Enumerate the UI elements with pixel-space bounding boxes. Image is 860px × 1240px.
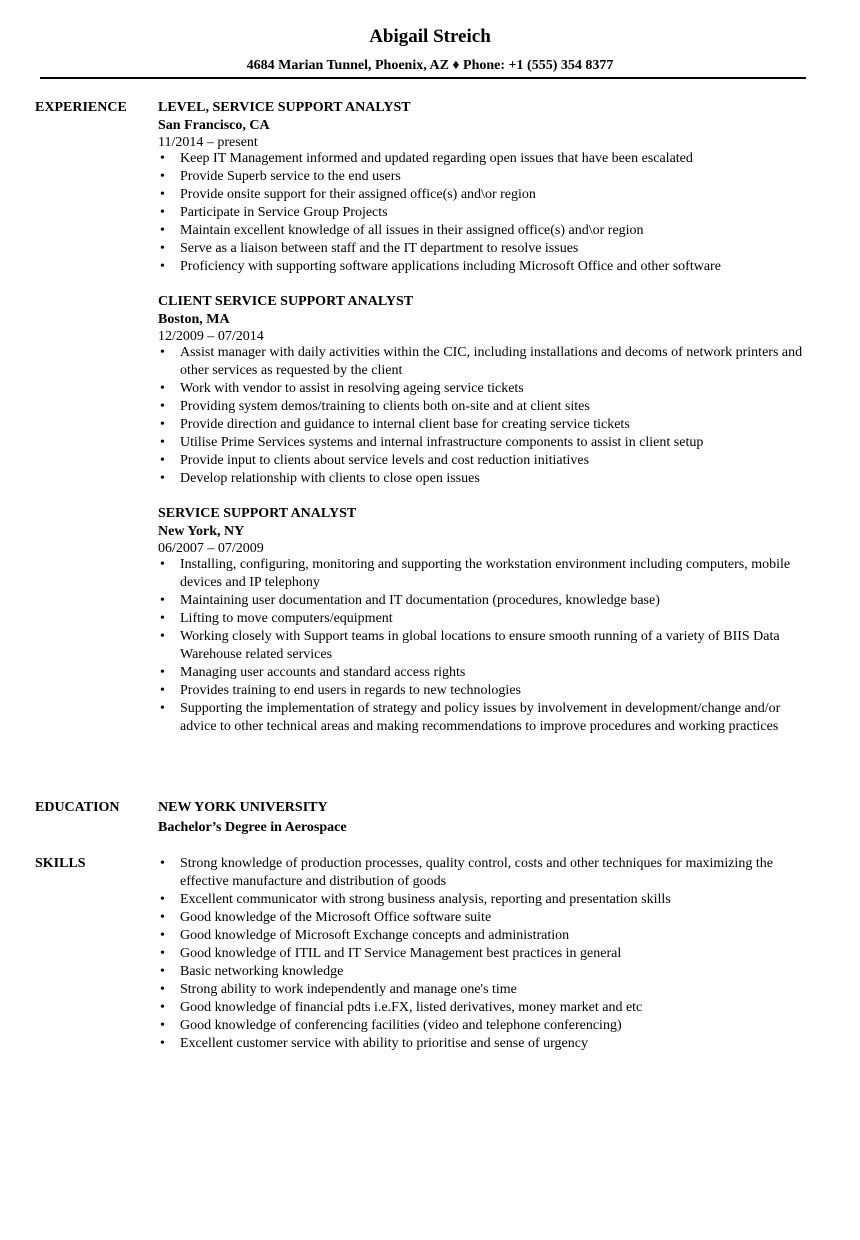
skills-bullets	[158, 855, 818, 1053]
bullet-text: Maintain excellent knowledge of all issues in their assigned office(s) and\or region	[180, 223, 644, 238]
bullet-text: Provides training to end users in regards to new technologies	[180, 683, 521, 698]
job-dates: 06/2007 – 07/2009	[158, 541, 264, 556]
list-item	[158, 222, 818, 240]
bullet-icon: •	[160, 946, 165, 961]
skills-body	[158, 855, 818, 1053]
bullet-text: Provide direction and guidance to internal client base for creating service tickets	[180, 417, 630, 432]
bullet-text: Managing user accounts and standard access rights	[180, 665, 466, 680]
list-item	[158, 258, 818, 276]
bullet-icon: •	[160, 259, 165, 274]
bullet-icon: •	[160, 399, 165, 414]
bullet-icon: •	[160, 471, 165, 486]
bullet-text: Utilise Prime Services systems and internal infrastructure components to assist in client setup	[180, 435, 704, 450]
job-entry	[158, 99, 818, 276]
job-dates: 11/2014 – present	[158, 135, 258, 150]
school-name: NEW YORK UNIVERSITY	[158, 800, 328, 815]
candidate-name: Abigail Streich	[369, 26, 491, 47]
bullet-text: Supporting the implementation of strategy and policy issues by involvement in development/change and/or advice to other technical areas and making recommendations to improve procedures and working practices	[180, 701, 781, 734]
list-item	[158, 909, 818, 927]
job-entry	[158, 505, 818, 736]
bullet-text: Excellent communicator with strong business analysis, reporting and presentation skills	[180, 892, 671, 907]
bullet-icon: •	[160, 683, 165, 698]
bullet-icon: •	[160, 453, 165, 468]
list-item	[158, 999, 818, 1017]
job-bullets	[158, 344, 818, 488]
bullet-icon: •	[160, 435, 165, 450]
bullet-icon: •	[160, 417, 165, 432]
education-body	[158, 799, 818, 837]
job-bullets	[158, 150, 818, 276]
bullet-icon: •	[160, 187, 165, 202]
list-item	[158, 168, 818, 186]
bullet-icon: •	[160, 982, 165, 997]
bullet-text: Assist manager with daily activities within the CIC, including installations and decoms of network printers and other services as requested by the client	[180, 345, 803, 378]
skills-label: SKILLS	[35, 856, 86, 871]
bullet-icon: •	[160, 169, 165, 184]
bullet-text: Basic networking knowledge	[180, 964, 344, 979]
list-item	[158, 240, 818, 258]
bullet-text: Provide onsite support for their assigned office(s) and\or region	[180, 187, 536, 202]
bullet-text: Serve as a liaison between staff and the IT department to resolve issues	[180, 241, 579, 256]
bullet-icon: •	[160, 856, 165, 871]
job-dates: 12/2009 – 07/2014	[158, 329, 264, 344]
bullet-text: Proficiency with supporting software applications including Microsoft Office and other software	[180, 259, 721, 274]
bullet-icon: •	[160, 665, 165, 680]
bullet-icon: •	[160, 1036, 165, 1051]
experience-body	[158, 99, 818, 753]
header-divider	[40, 77, 806, 79]
bullet-text: Excellent customer service with ability to prioritise and sense of urgency	[180, 1036, 588, 1051]
bullet-icon: •	[160, 892, 165, 907]
bullet-text: Strong knowledge of production processes, quality control, costs and other techniques for maximizing the effective manufacture and distribution of goods	[180, 856, 773, 889]
job-location: New York, NY	[158, 524, 245, 539]
list-item	[158, 610, 818, 628]
bullet-icon: •	[160, 381, 165, 396]
bullet-icon: •	[160, 223, 165, 238]
bullet-text: Maintaining user documentation and IT documentation (procedures, knowledge base)	[180, 593, 660, 608]
bullet-text: Working closely with Support teams in global locations to ensure smooth running of a variety of BIIS Data Warehouse related services	[180, 629, 780, 662]
bullet-icon: •	[160, 1018, 165, 1033]
experience-label: EXPERIENCE	[35, 100, 127, 115]
bullet-icon: •	[160, 241, 165, 256]
job-bullets	[158, 556, 818, 736]
contact-line: 4684 Marian Tunnel, Phoenix, AZ ♦ Phone: +1 (555) 354 8377	[246, 58, 614, 73]
bullet-text: Work with vendor to assist in resolving ageing service tickets	[180, 381, 524, 396]
bullet-icon: •	[160, 611, 165, 626]
list-item	[158, 186, 818, 204]
bullet-icon: •	[160, 557, 165, 572]
list-item	[158, 452, 818, 470]
list-item	[158, 981, 818, 999]
list-item	[158, 556, 818, 592]
bullet-text: Lifting to move computers/equipment	[180, 611, 393, 626]
list-item	[158, 927, 818, 945]
list-item	[158, 628, 818, 664]
list-item	[158, 592, 818, 610]
bullet-text: Participate in Service Group Projects	[180, 205, 388, 220]
list-item	[158, 945, 818, 963]
list-item	[158, 682, 818, 700]
bullet-text: Develop relationship with clients to close open issues	[180, 471, 480, 486]
bullet-icon: •	[160, 205, 165, 220]
bullet-text: Good knowledge of conferencing facilities (video and telephone conferencing)	[180, 1018, 622, 1033]
bullet-icon: •	[160, 1000, 165, 1015]
bullet-icon: •	[160, 701, 165, 716]
list-item	[158, 664, 818, 682]
bullet-icon: •	[160, 345, 165, 360]
list-item	[158, 434, 818, 452]
list-item	[158, 470, 818, 488]
bullet-icon: •	[160, 928, 165, 943]
bullet-text: Good knowledge of the Microsoft Office software suite	[180, 910, 492, 925]
bullet-text: Installing, configuring, monitoring and supporting the workstation environment including computers, mobile devices and IP telephony	[180, 557, 791, 590]
bullet-text: Strong ability to work independently and manage one's time	[180, 982, 517, 997]
list-item	[158, 344, 818, 380]
bullet-text: Good knowledge of financial pdts i.e.FX, listed derivatives, money market and etc	[180, 1000, 643, 1015]
job-entry	[158, 293, 818, 488]
job-location: San Francisco, CA	[158, 118, 270, 133]
bullet-text: Provide Superb service to the end users	[180, 169, 401, 184]
job-title: LEVEL, SERVICE SUPPORT ANALYST	[158, 100, 411, 115]
job-title: SERVICE SUPPORT ANALYST	[158, 506, 357, 521]
bullet-icon: •	[160, 151, 165, 166]
list-item	[158, 700, 818, 736]
list-item	[158, 416, 818, 434]
degree-name: Bachelor’s Degree in Aerospace	[158, 820, 347, 835]
list-item	[158, 380, 818, 398]
education-label: EDUCATION	[35, 800, 120, 815]
bullet-text: Provide input to clients about service levels and cost reduction initiatives	[180, 453, 590, 468]
resume-header	[0, 0, 860, 75]
bullet-text: Keep IT Management informed and updated regarding open issues that have been escalated	[180, 151, 693, 166]
list-item	[158, 963, 818, 981]
bullet-icon: •	[160, 910, 165, 925]
list-item	[158, 398, 818, 416]
job-title: CLIENT SERVICE SUPPORT ANALYST	[158, 294, 414, 309]
list-item	[158, 204, 818, 222]
bullet-icon: •	[160, 964, 165, 979]
list-item	[158, 1035, 818, 1053]
list-item	[158, 1017, 818, 1035]
list-item	[158, 150, 818, 168]
bullet-icon: •	[160, 629, 165, 644]
bullet-icon: •	[160, 593, 165, 608]
list-item	[158, 891, 818, 909]
bullet-text: Good knowledge of ITIL and IT Service Management best practices in general	[180, 946, 622, 961]
list-item	[158, 855, 818, 891]
job-location: Boston, MA	[158, 312, 230, 327]
bullet-text: Good knowledge of Microsoft Exchange concepts and administration	[180, 928, 570, 943]
bullet-text: Providing system demos/training to clients both on-site and at client sites	[180, 399, 590, 414]
